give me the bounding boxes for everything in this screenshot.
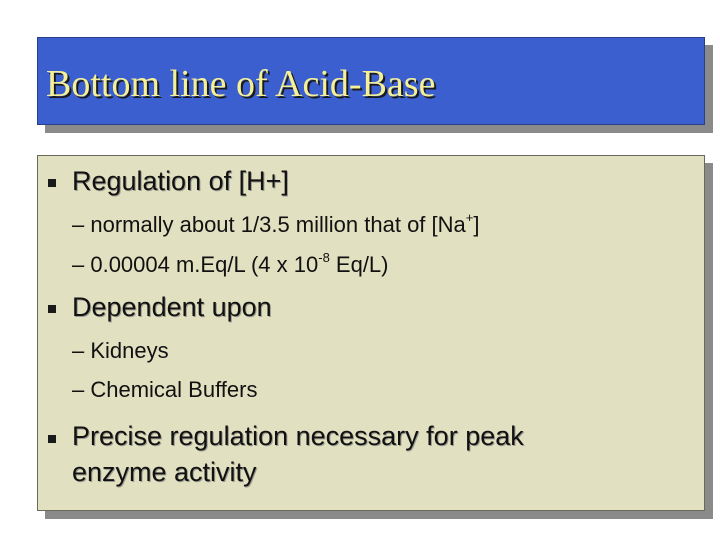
sub-item-normally (72, 210, 479, 238)
sub-item-normally-text: – normally about 1/3.5 million that of [Na (72, 212, 466, 237)
superscript-exponent: -8 (318, 250, 330, 265)
bullet-dependent: Dependent upon (72, 292, 272, 322)
bullet-marker (48, 179, 56, 187)
sub-item-normally-close: ] (473, 212, 480, 237)
bullet-precise-line2: enzyme activity (72, 457, 257, 487)
bullet-precise-line1: Precise regulation necessary for peak (72, 421, 524, 451)
superscript-plus: + (465, 210, 474, 225)
sub-item-kidneys: – Kidneys (72, 338, 169, 363)
bullet-regulation: Regulation of [H+] (72, 166, 289, 196)
sub-item-concentration (72, 250, 389, 278)
bullet-marker (48, 305, 56, 313)
title-box (37, 37, 705, 125)
sub-item-concentration-unit: Eq/L) (329, 252, 389, 277)
slide-title: Bottom line of Acid-Base (46, 63, 436, 105)
sub-item-concentration-text: – 0.00004 m.Eq/L (4 x 10 (72, 252, 319, 277)
sub-item-buffers: – Chemical Buffers (72, 377, 258, 402)
bullet-marker (48, 435, 56, 443)
content-box (37, 155, 705, 511)
